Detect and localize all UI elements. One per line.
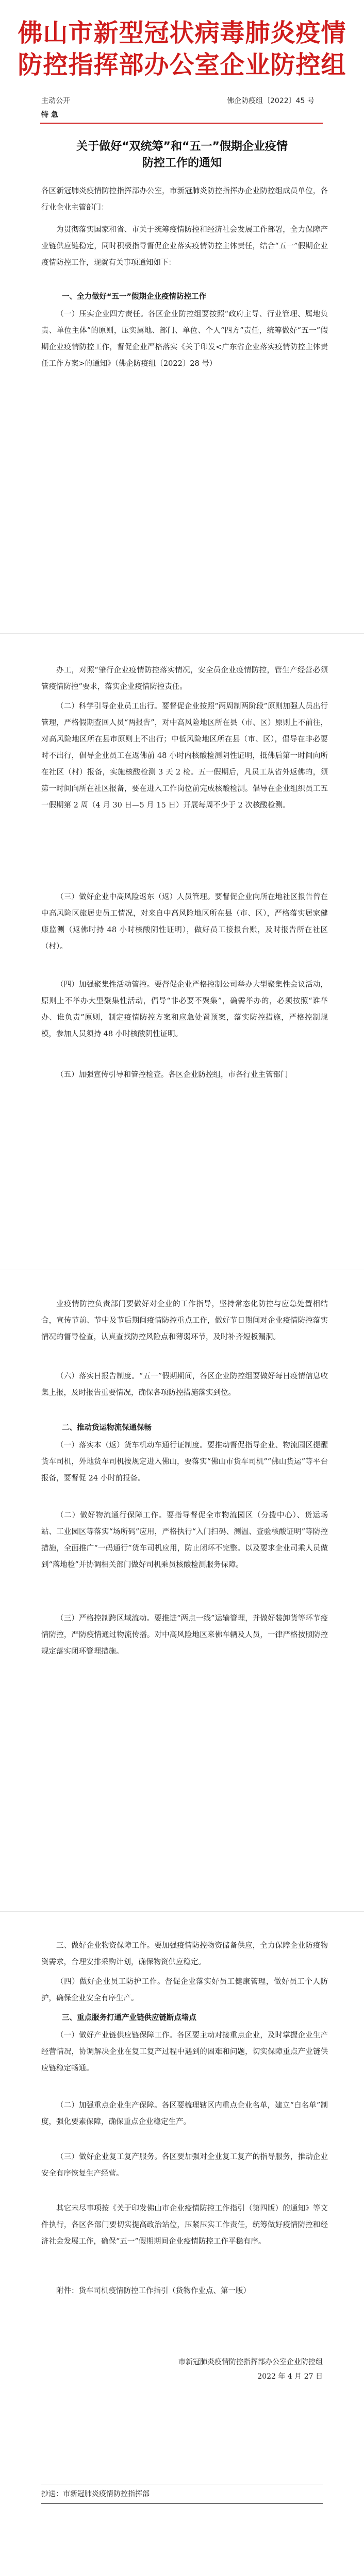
- doc-title-line-2: 防控工作的通知: [142, 157, 222, 170]
- page-4: [0, 1912, 364, 2576]
- section-3-item-3: （三）做好企业复工复产服务。各区要加强对企业复工复产的指导服务，推动企业安全有序恢复生产经营。: [41, 2153, 328, 2178]
- red-header-line-2: 防控指挥部办公室企业防控组: [18, 50, 346, 79]
- attachment-note: 附件：货车司机疫情防控工作指引（货物作业点、第一版）: [56, 2287, 251, 2295]
- section-2-item-1: （一）落实本（返）货车机动车通行证制度。要推动督促指导企业、物流园区提醒货车司机，外地货车司机按规定进入佛山，要落实“佛山市货车司机”“佛山货运”等平台报备，要督促 24 小时前报备。: [41, 1441, 328, 1483]
- doc-number: 佛企防疫组〔2022〕45 号: [227, 97, 315, 105]
- publicity-label: 主动公开: [41, 97, 70, 105]
- page-2-para-1: 办工，对照“肇行企业疫情防控落实情况，安全员企业疫情防控，管生产经营必须管疫情防控”要求，落实企业疫情防控责任。: [41, 666, 328, 691]
- section-2-heading: 二、推动货运物流保通保畅: [62, 1424, 152, 1432]
- page-2-para-4: （四）加强聚集性活动管控。要督促企业严格控制公司举办大型聚集性会议活动，原则上不举办大型聚集性活动，倡导“非必要不聚集”，确需举办的，必须按照“谁举办、谁负责”原则，制定疫情防控方案和应急处置预案，落实防控措施，严格控制规模，参加人员须持 48 小时核酸阴性证明。: [41, 981, 328, 1038]
- red-divider: [40, 123, 323, 124]
- section-1-heading: 一、全力做好“五一”假期企业疫情防控工作: [62, 293, 207, 301]
- page-2-para-2: （二）科学引导企业员工出行。要督促企业按照“两周制两阶段”原则加强人员出行管理，严格假期查回人员“两报告”，对中高风险地区所在县（市、区）原则上不前往，对高风险地区所在县市原则上不出行；中低风险地区所在县（市、区），倡导在非必要时不出行，倡导企业员工在返佛前 48 小时内核酸检测阴性证明，抵佛后第一时间向所在社区（村）报备，实施核酸检测 3 天 2 检。五一假期后，凡员工从省外返佛的，须第一时间向所在社区报备，要在进入工作岗位前完成核酸检测。倡导在企业组织员工五一假期第 2 周（4 月 30 日—5 月 15 日）开展每周不少于 2 次核酸检测。: [41, 702, 328, 810]
- cc-divider-bottom: [41, 2503, 323, 2504]
- page-3-para-2: （六）落实日报告制度。“五一”假期期间，各区企业防控组要做好每日疫情信息收集上报，及时报告重要情况，确保各项防控措施落实到位。: [41, 1372, 328, 1397]
- section-3-item-1: （一）做好产业链供应链保障工作。各区要主动对接重点企业，及时掌握企业生产经营情况，协调解决企业在复工复产过程中遇到的困难和问题，切实保障重点产业链供应链稳定畅通。: [41, 2031, 328, 2073]
- cc-line: 抄送：市新冠肺炎疫情防控指挥部: [41, 2490, 150, 2498]
- page-3-para-1: 业疫情防控负责部门要做好对企业的工作指导，坚持常态化防控与应急处置相结合，宣传节前、节中及节后期间疫情防控重点工作，做好节日期间对企业疫情防控落实情况的督导检查，认真查找防控风险点和薄弱环节，及时补齐短板漏洞。: [41, 1300, 328, 1341]
- page-2: [0, 634, 364, 1270]
- section-1-item-1: （一）压实企业四方责任。各区企业防控组要按照“政府主导、行业管理、属地负责、单位主体”的原则，压实属地、部门、单位、个人“四方”责任，统筹做好“五一”假期企业疫情防控工作，督促企业严格落实《关于印发<广东省企业落实疫情防控主体责任工作方案>的通知》（佛企防疫组〔2022〕28 号）: [41, 310, 328, 368]
- signoff-date: 2022 年 4 月 27 日: [257, 2372, 323, 2381]
- closing-paragraph: 其它未尽事项按《关于印发佛山市企业疫情防控工作指引（第四版）的通知》等文件执行，各区各部门要切实提高政治站位，压紧压实工作责任，统筹做好疫情防控和经济社会发展工作，确保“五一”假期期间企业疫情防控工作平稳有序。: [41, 2204, 328, 2246]
- doc-title-line-1: 关于做好“双统筹”和“五一”假期企业疫情: [76, 140, 288, 153]
- signoff-org: 市新冠肺炎疫情防控指挥部办公室企业防控组: [178, 2358, 323, 2366]
- section-2-item-3: （三）严格控制跨区域流动。要推进“两点一线”运输管理，并做好装卸货等环节疫情防控，严防疫情通过物流传播。对中高风险地区来佛车辆及人员，一律严格按照防控规定落实闭环管理措施。: [41, 1614, 328, 1656]
- section-3-heading: 三、重点服务打通产业链供应链断点堵点: [62, 2014, 196, 2022]
- section-2-item-2: （二）做好物流通行保障工作。要指导督促全市物流园区（分拨中心）、货运场站、工业园区等落实“场所码”应用，严格执行“入门扫码、测温、查验核酸证明”等防控措施，全面推广“一码通行”货车司机应用，防止闭环不完整。以及要求企业司乘人员做到“落地检”并协调相关部门做好司机乘员核酸检测服务保障。: [41, 1511, 328, 1569]
- page-1: [0, 0, 364, 634]
- section-3-item-2: （二）加强重点企业生产保障。各区要梳理辖区内重点企业名单，建立“白名单”制度，强化要素保障，确保重点企业稳定生产。: [41, 2101, 328, 2126]
- page-2-para-5: （五）加强宣传引导和管控检查。各区企业防控组，市各行业主管部门: [56, 1071, 288, 1079]
- page-4-para-1: 三、做好企业物资保障工作。要加强疫情防控物资储备供应，全力保障企业防疫物资需求，合理安排采购计划，确保物资供应稳定。: [41, 1942, 328, 1966]
- red-header-line-1: 佛山市新型冠状病毒肺炎疫情: [18, 19, 346, 47]
- page-2-para-3: （三）做好企业中高风险返东（返）人员管理。要督促企业向所在地社区报告曾在中高风险区旅居史员工情况，对来自中高风险地区所在县（市、区），严格落实居家健康监测（返佛时持 48 小时核酸阴性证明），做好员工接报台账，及时报告所在社区（村）。: [41, 893, 328, 951]
- addressee: 各区新冠肺炎疫情防控指挥部办公室，市新冠肺炎防控指挥办企业防控组成员单位，各行业企业主管部门：: [41, 187, 328, 212]
- urgency-label: 特 急: [41, 111, 58, 119]
- page-4-item-4: （四）做好企业员工防护工作。督促企业落实好员工健康管理，做好员工个人防护，确保企业安全有序生产。: [41, 1978, 328, 2002]
- intro-paragraph: 为贯彻落实国家和省、市关于统筹疫情防控和经济社会发展工作部署，全力保障产业链供应链稳定，同时积极指导督促企业落实疫情防控主体责任，结合“五一”假期企业疫情防控工作，现就有关事项通知如下：: [41, 226, 328, 267]
- page-3: [0, 1270, 364, 1912]
